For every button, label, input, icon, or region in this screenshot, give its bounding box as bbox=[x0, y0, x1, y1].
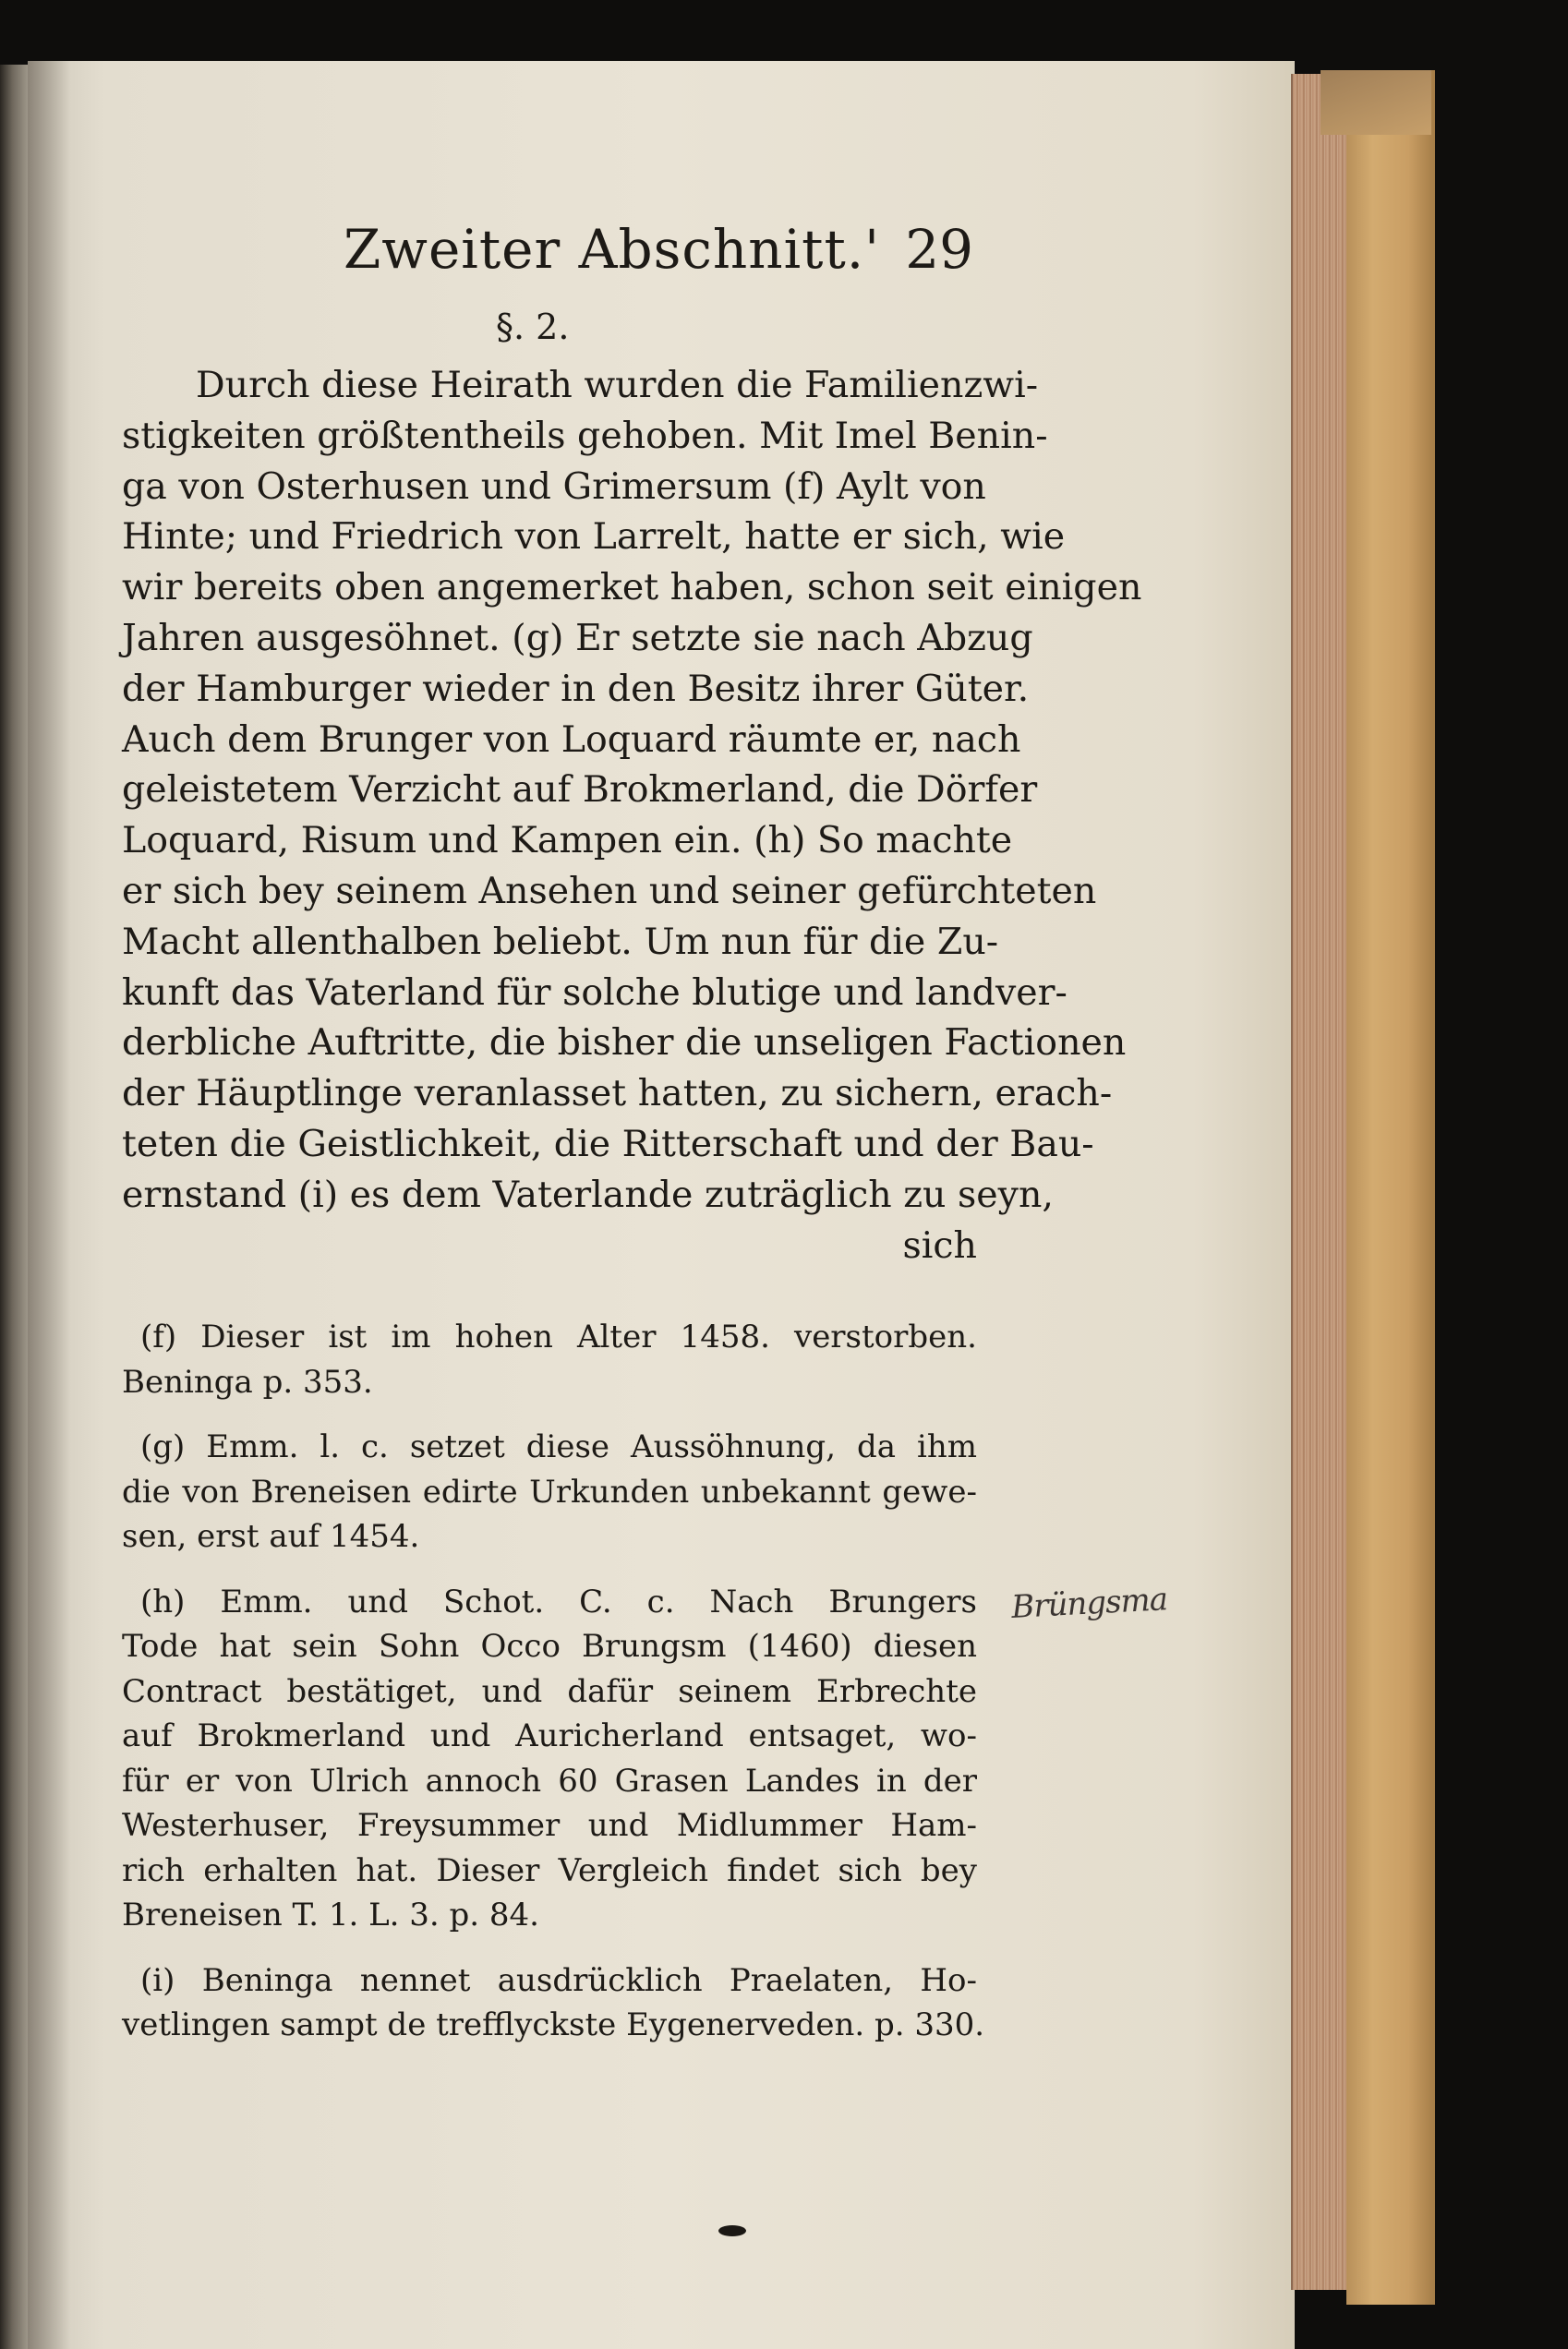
footnote-line: Westerhuser, Freysummer und Midlummer Ham- bbox=[122, 1807, 977, 1845]
body-line: Jahren ausgesöhnet. (g) Er setzte sie nach Abzug bbox=[122, 616, 1033, 659]
footnote-g bbox=[122, 1425, 977, 1560]
footnote-line: (h) Emm. und Schot. C. c. Nach Brungers bbox=[140, 1583, 977, 1620]
running-header bbox=[122, 218, 977, 301]
body-line: Macht allenthalben beliebt. Um nun für die Zu- bbox=[122, 920, 999, 963]
footnote-h bbox=[122, 1580, 977, 1938]
catchword: sich bbox=[902, 1223, 977, 1267]
gutter-shadow bbox=[28, 61, 70, 2349]
body-line: der Häuptlinge veranlasset hatten, zu sichern, erach- bbox=[122, 1072, 1113, 1115]
handwritten-marginalia: Brüngsma bbox=[1010, 1581, 1168, 1626]
footnote-line: für er von Ulrich annoch 60 Grasen Landes in der bbox=[122, 1762, 977, 1800]
cover-board-corner bbox=[1321, 70, 1431, 135]
page-number: 29 bbox=[905, 218, 973, 281]
footnote-line: die von Breneisen edirte Urkunden unbekannt gewe- bbox=[122, 1473, 977, 1511]
footnote-line: (f) Dieser ist im hohen Alter 1458. verstorben. bbox=[140, 1319, 977, 1356]
body-line: ernstand (i) es dem Vaterlande zuträglich zu seyn, bbox=[122, 1173, 1054, 1216]
body-line: Hinte; und Friedrich von Larrelt, hatte er sich, wie bbox=[122, 515, 1066, 559]
footnote-line: sen, erst auf 1454. bbox=[122, 1518, 420, 1556]
cover-board bbox=[1346, 70, 1435, 2305]
page-stack-edge bbox=[1291, 74, 1350, 2290]
ink-blot bbox=[718, 2225, 746, 2236]
body-line: derbliche Auftritte, die bisher die unseligen Factionen bbox=[122, 1021, 1127, 1065]
section-marker: §. 2. bbox=[496, 307, 570, 347]
body-line: wir bereits oben angemerket haben, schon seit einigen bbox=[122, 566, 1142, 609]
footnote-line: Contract bestätiget, und dafür seinem Erbrechte bbox=[122, 1672, 977, 1710]
body-paragraph bbox=[122, 360, 1142, 1221]
body-line: Durch diese Heirath wurden die Familienzwi- bbox=[196, 364, 1039, 406]
footnote-line: auf Brokmerland und Auricherland entsaget, wo- bbox=[122, 1717, 977, 1755]
body-line: stigkeiten größtentheils gehoben. Mit Imel Benin- bbox=[122, 414, 1048, 457]
body-line: kunft das Vaterland für solche blutige und landver- bbox=[122, 970, 1067, 1014]
body-line: geleistetem Verzicht auf Brokmerland, die Dörfer bbox=[122, 768, 1038, 812]
footnote-line: (g) Emm. l. c. setzet diese Aussöhnung, da ihm bbox=[140, 1428, 977, 1466]
body-line: der Hamburger wieder in den Besitz ihrer Güter. bbox=[122, 667, 1030, 710]
footnote-line: vetlingen sampt de trefflyckste Eygenerveden. p. 330. bbox=[122, 2006, 985, 2044]
body-line: ga von Osterhusen und Grimersum (f) Aylt von bbox=[122, 464, 986, 508]
body-line: teten die Geistlichkeit, die Ritterschaft und der Bau- bbox=[122, 1122, 1094, 1165]
body-line: Auch dem Brunger von Loquard räumte er, nach bbox=[122, 717, 1021, 761]
footnote-f bbox=[122, 1315, 977, 1404]
footnote-line: rich erhalten hat. Dieser Vergleich findet sich bey bbox=[122, 1851, 977, 1889]
body-line: Loquard, Risum und Kampen ein. (h) So machte bbox=[122, 819, 1013, 862]
body-line: er sich bey seinem Ansehen und seiner gefürchteten bbox=[122, 869, 1097, 912]
footnote-line: (i) Beninga nennet ausdrücklich Praelaten, Ho- bbox=[140, 1961, 977, 1999]
footnote-line: Tode hat sein Sohn Occo Brungsm (1460) diesen bbox=[122, 1628, 977, 1666]
footnote-line: Beninga p. 353. bbox=[122, 1363, 373, 1401]
left-page-edge bbox=[0, 65, 31, 2349]
footnote-line: Breneisen T. 1. L. 3. p. 84. bbox=[122, 1897, 539, 1934]
running-title: Zweiter Abschnitt.' bbox=[344, 218, 881, 281]
footnote-i bbox=[122, 1958, 985, 2048]
